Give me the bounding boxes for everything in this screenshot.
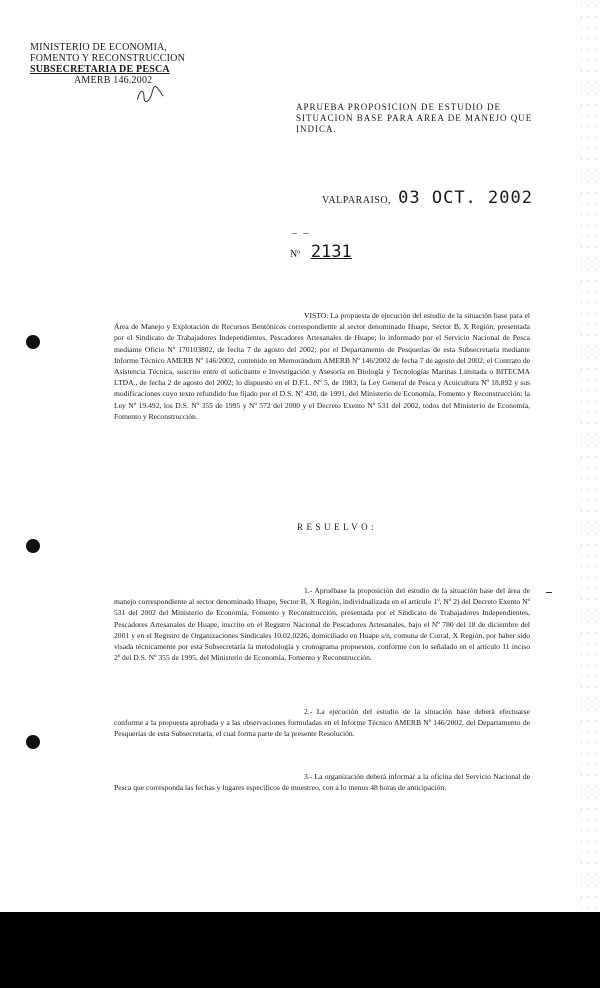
scan-edge-noise (578, 0, 600, 912)
scan-bottom-band (0, 912, 600, 988)
article-1 (114, 585, 530, 663)
article-3 (114, 771, 530, 793)
date-stamp: 03 OCT. 2002 (398, 188, 533, 208)
file-code: AMERB 146.2002 (74, 75, 153, 86)
date-place: VALPARAISO, (322, 195, 392, 206)
subsecretaria-name: SUBSECRETARIA DE PESCA (30, 64, 170, 75)
binder-hole-top (26, 335, 40, 349)
handwritten-initials (134, 84, 167, 109)
number-value: 2131 (310, 242, 352, 262)
date-line (322, 188, 533, 208)
binder-hole-bottom (26, 735, 40, 749)
visto-paragraph (114, 310, 530, 422)
article-3-text: 3.- La organización deberá informar a la oficina del Servicio Nacional de Pesca que corresponda las fechas y lugares específicos de muestreo, con a lo menos 48 horas de anticipación. (114, 772, 530, 793)
binder-hole-middle (26, 539, 40, 553)
resolution-number (290, 228, 352, 262)
article-1-text: 1.- Apruébase la proposición del estudio de la situación base del área de manejo correspondiente al sector denominado Huape, Sector B, X Región, individualizada en el artículo 1º, Nº 2) del Decreto Exento Nº 531 del 2002 del Ministerio de Economía, Fomento y Reconstrucción, presentada por el Sindicato de Trabajadores Independientes, Pescadores Artesanales de Huape, inscrito en el Registro Nacional de Pescadores Artesanales, bajo el Nº 780 del 18 de diciembre del 2001 y en el Registro de Organizaciones Sindicales 10.02.0226, domiciliado en Huape s/n, comuna de Corral, X Región, por haber sido visada técnicamente por esta Subsecretaría la metodología y cronograma propuestos, conforme con lo señalado en el artículo 11 inciso 2º del D.S. Nº 355 de 1995, del Ministerio de Economía, Fomento y Reconstrucción. (114, 586, 530, 663)
ministry-name: MINISTERIO DE ECONOMIA, (30, 42, 168, 53)
margin-tick (546, 592, 552, 593)
resolution-title: APRUEBA PROPOSICION DE ESTUDIO DE SITUACION BASE PARA AREA DE MANEJO QUE INDICA. (296, 102, 533, 134)
number-dashes: – – (292, 228, 311, 239)
ministry-subname: FOMENTO Y RECONSTRUCCION (30, 53, 186, 64)
visto-text: VISTO: La propuesta de ejecución del estudio de la situación base para el Área de Manejo y Explotación de Recursos Bentónicos correspondiente al sector denominado Huape, Sector B, X Región, presentada por el Sindicato de Trabajadores Independientes, Pescadores Artesanales de Huape; lo informado por el Servicio Nacional de Pesca mediante Oficio Nº 170103802, de fecha 7 de agosto del 2002; por el Departamento de Pesquerías de esta Subsecretaría mediante Informe Técnico AMERB Nº 146/2002, contenido en Memorándum AMERB Nº 146/2002 de fecha 7 de agosto del 2002; el Contrato de Asistencia Técnica, suscrito entre el solicitante e Investigación y Asesoría en Biología y Tecnologías Marinas Limitada o BITECMA LTDA., de fecha 2 de agosto del 2002; lo dispuesto en el D.F.L. Nº 5, de 1983; la Ley General de Pesca y Acuicultura Nº 18.892 y sus modificaciones cuyo texto refundido fue fijado por el D.S. Nº 430, de 1991, del Ministerio de Economía, Fomento y Reconstrucción; la Ley Nº 19.492, los D.S. Nº 355 de 1995 y Nº 572 del 2000 y el Decreto Exento Nº 531 del 2002, todos del Ministerio de Economía, Fomento y Reconstrucción. (114, 311, 530, 421)
resuelvo-heading: RESUELVO: (297, 522, 378, 532)
number-prefix: Nº (290, 249, 301, 260)
article-2 (114, 706, 530, 740)
article-2-text: 2.- La ejecución del estudio de la situación base deberá efectuarse conforme a la propuesta aprobada y a las observaciones formuladas en el Informe Técnico AMERB Nº 146/2002, del Departamento de Pesquerías de esta Subsecretaría, el cual forma parte de la presente Resolución. (114, 707, 530, 739)
letterhead (30, 42, 185, 86)
